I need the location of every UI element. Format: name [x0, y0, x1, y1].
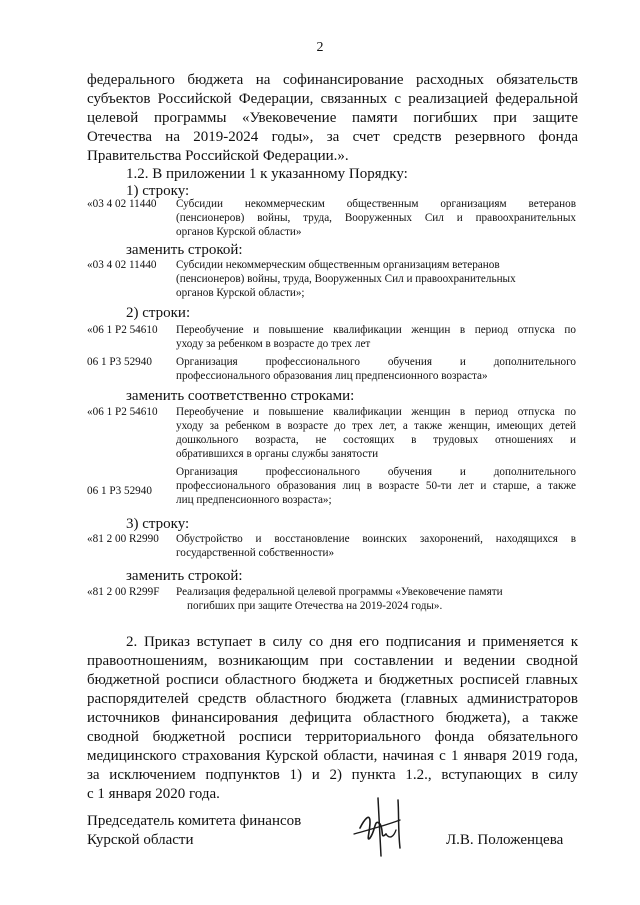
intro-line: целевой программы «Увековечение памяти погибших при защите [87, 110, 578, 126]
closing-line: с 1 января 2020 года. [87, 786, 220, 802]
signatory-name: Л.В. Положенцева [446, 832, 564, 848]
sub3-replace-description: Реализация федеральной целевой программы «Увековечение памяти погибших при защите Отечества на 2019-2024 годы». [176, 586, 503, 612]
sub1-replace-label: заменить строкой: [126, 242, 243, 258]
sub2-replace-code: 06 1 P3 52940 [87, 485, 152, 497]
sub3-replace-code: «81 2 00 R299F [87, 586, 160, 598]
closing-line: за исключением подпунктов 1) и 2) пункта 1.2., вступающих в силу [87, 767, 578, 783]
closing-line: 2. Приказ вступает в силу со дня его подписания и применяется к [126, 634, 578, 650]
sub2-row-code: «06 1 P2 54610 [87, 324, 158, 336]
closing-line: распорядителей средств областного бюджета (главных администраторов [87, 691, 578, 707]
sub2-replace-description: Организация профессионального обучения и дополнительного профессионального образования лиц в возрасте 50-ти лет и старше, а также лиц предпенсионного возраста»; [176, 466, 576, 506]
intro-line: субъектов Российской Федерации, связанных с реализацией федеральной [87, 91, 578, 107]
sub3-replace-label: заменить строкой: [126, 568, 243, 584]
sub1-replace-code: «03 4 02 11440 [87, 259, 157, 271]
sub2-replace-description: Переобучение и повышение квалификации женщин в период отпуска по уходу за ребенком в возрасте до трех лет, а также женщин, имеющих детей дошкольного возраста, не состоящих в трудовых отношениях и обратившихся в органы службы занятости [176, 406, 576, 460]
signatory-position: Курской области [87, 832, 194, 848]
section-heading: 1.2. В приложении 1 к указанному Порядку: [126, 166, 408, 182]
closing-line: правоотношениям, возникающим при составлении и ведении сводной [87, 653, 578, 669]
sub2-row-description: Организация профессионального обучения и дополнительного профессионального образования лиц предпенсионного возраста» [176, 356, 576, 382]
sub3-label: 3) строку: [126, 516, 190, 532]
closing-line: сводной бюджетной росписи территориального фонда обязательного [87, 729, 578, 745]
handwritten-signature [340, 790, 430, 865]
closing-line: медицинского страхования Курской области, начиная с 1 января 2019 года, [87, 748, 578, 764]
sub1-description: Субсидии некоммерческим общественным организациям ветеранов (пенсионеров) войны, труда, Вооруженных Сил и правоохранительных органов Курской области» [176, 198, 576, 238]
page-number: 2 [316, 40, 324, 55]
intro-line: федерального бюджета на софинансирование расходных обязательств [87, 72, 578, 88]
signatory-position: Председатель комитета финансов [87, 813, 302, 829]
closing-line: бюджетной росписи областного бюджета и бюджетных росписей главных [87, 672, 578, 688]
intro-line: Отечества на 2019-2024 годы», за счет средств резервного фонда [87, 129, 578, 145]
sub2-row-code: 06 1 P3 52940 [87, 356, 152, 368]
sub2-row-description: Переобучение и повышение квалификации женщин в период отпуска по уходу за ребенком в возрасте до трех лет [176, 324, 576, 350]
sub1-replace-description: Субсидии некоммерческим общественным организациям ветеранов (пенсионеров) войны, труда, Вооруженных Сил и правоохранительных органов Курской области»; [176, 259, 516, 299]
closing-line: источников финансирования дефицита областного бюджета), а также [87, 710, 578, 726]
sub3-description: Обустройство и восстановление воинских захоронений, находящихся в государственной собственности» [176, 533, 576, 559]
sub1-code: «03 4 02 11440 [87, 198, 157, 210]
sub2-replace-label: заменить соответственно строками: [126, 388, 355, 404]
sub2-label: 2) строки: [126, 305, 191, 321]
sub1-label: 1) строку: [126, 183, 190, 199]
intro-line: Правительства Российской Федерации.». [87, 148, 349, 164]
sub3-code: «81 2 00 R2990 [87, 533, 159, 545]
sub2-replace-code: «06 1 P2 54610 [87, 406, 158, 418]
